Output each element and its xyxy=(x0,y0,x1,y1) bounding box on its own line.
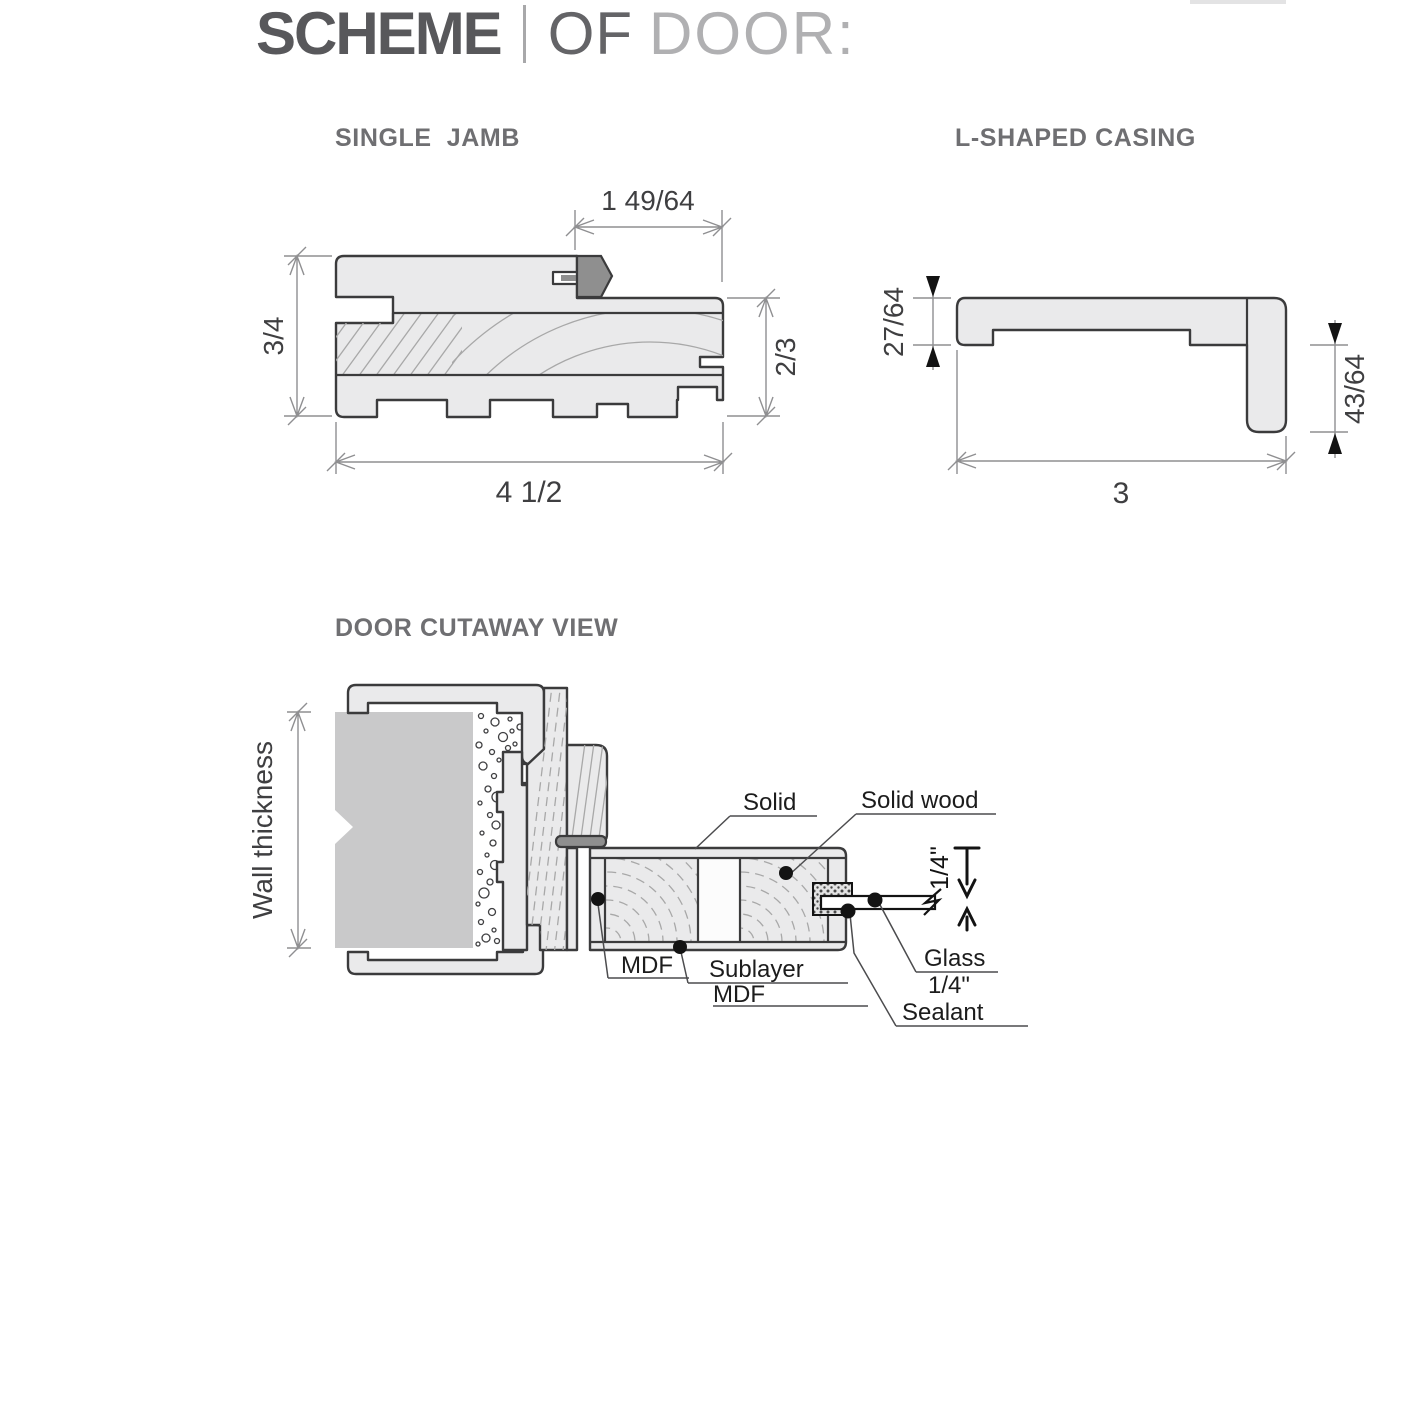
dim-bottom-value: 4 1/2 xyxy=(495,476,563,509)
stop-seal xyxy=(556,836,606,847)
solid-wood-label: Solid wood xyxy=(861,787,979,814)
jamb-seal-tab xyxy=(561,275,577,281)
wall-thickness-dim xyxy=(247,703,311,957)
glass-dim-value: 1/4" xyxy=(926,846,954,890)
glass-label-line1: Glass xyxy=(924,945,986,972)
title-secondary: OF xyxy=(547,0,634,67)
jamb-face-strip xyxy=(567,848,577,950)
jamb-weatherstrip-seal xyxy=(577,256,612,297)
casing-profile xyxy=(957,298,1286,432)
sublayer-label-line2: MDF xyxy=(713,981,765,1008)
glass-dot xyxy=(868,893,883,908)
sublayer-label-line1: Sublayer xyxy=(709,956,804,983)
mdf-dot xyxy=(591,892,605,906)
title-tertiary: DOOR: xyxy=(649,0,856,67)
dim-right xyxy=(727,289,801,425)
sealant-label: Sealant xyxy=(902,999,984,1026)
l-casing-drawing xyxy=(878,276,1370,510)
wall-section xyxy=(335,712,473,948)
sealant-dot xyxy=(841,904,856,919)
casing-dim-bottom-value: 3 xyxy=(1112,477,1130,510)
casing-dim-left-value: 27/64 xyxy=(878,286,909,358)
l-casing-heading: L-SHAPED CASING xyxy=(955,124,1196,152)
casing-dim-bottom xyxy=(948,350,1295,510)
casing-dim-left xyxy=(878,276,951,370)
single-jamb-heading: SINGLE JAMB xyxy=(335,124,520,152)
wall-thickness-label: Wall thickness xyxy=(247,741,278,919)
cutaway-heading: DOOR CUTAWAY VIEW xyxy=(335,614,619,642)
solid-wood-dot xyxy=(779,866,793,880)
dim-bottom xyxy=(327,422,732,509)
dim-right-value: 2/3 xyxy=(770,337,801,377)
title-primary: SCHEME xyxy=(256,0,501,67)
dim-left-value: 3/4 xyxy=(258,316,289,356)
mdf-label: MDF xyxy=(621,952,673,979)
cutaway-drawing xyxy=(247,685,1028,1054)
panel-core-gap xyxy=(699,859,739,941)
jamb-profile xyxy=(336,256,723,417)
dim-left xyxy=(258,247,332,425)
sublayer-dot xyxy=(673,940,687,954)
glass-dim xyxy=(926,846,979,930)
jamb-edge-strip xyxy=(497,752,527,950)
solid-label: Solid xyxy=(743,789,797,816)
casing-dim-right xyxy=(1310,320,1370,458)
dim-top-value: 1 49/64 xyxy=(601,185,695,216)
solid-leader xyxy=(695,816,817,849)
glass-break-mark xyxy=(924,889,941,915)
glass-label-line2: 1/4" xyxy=(928,972,970,999)
casing-dim-right-value: 43/64 xyxy=(1339,353,1370,425)
